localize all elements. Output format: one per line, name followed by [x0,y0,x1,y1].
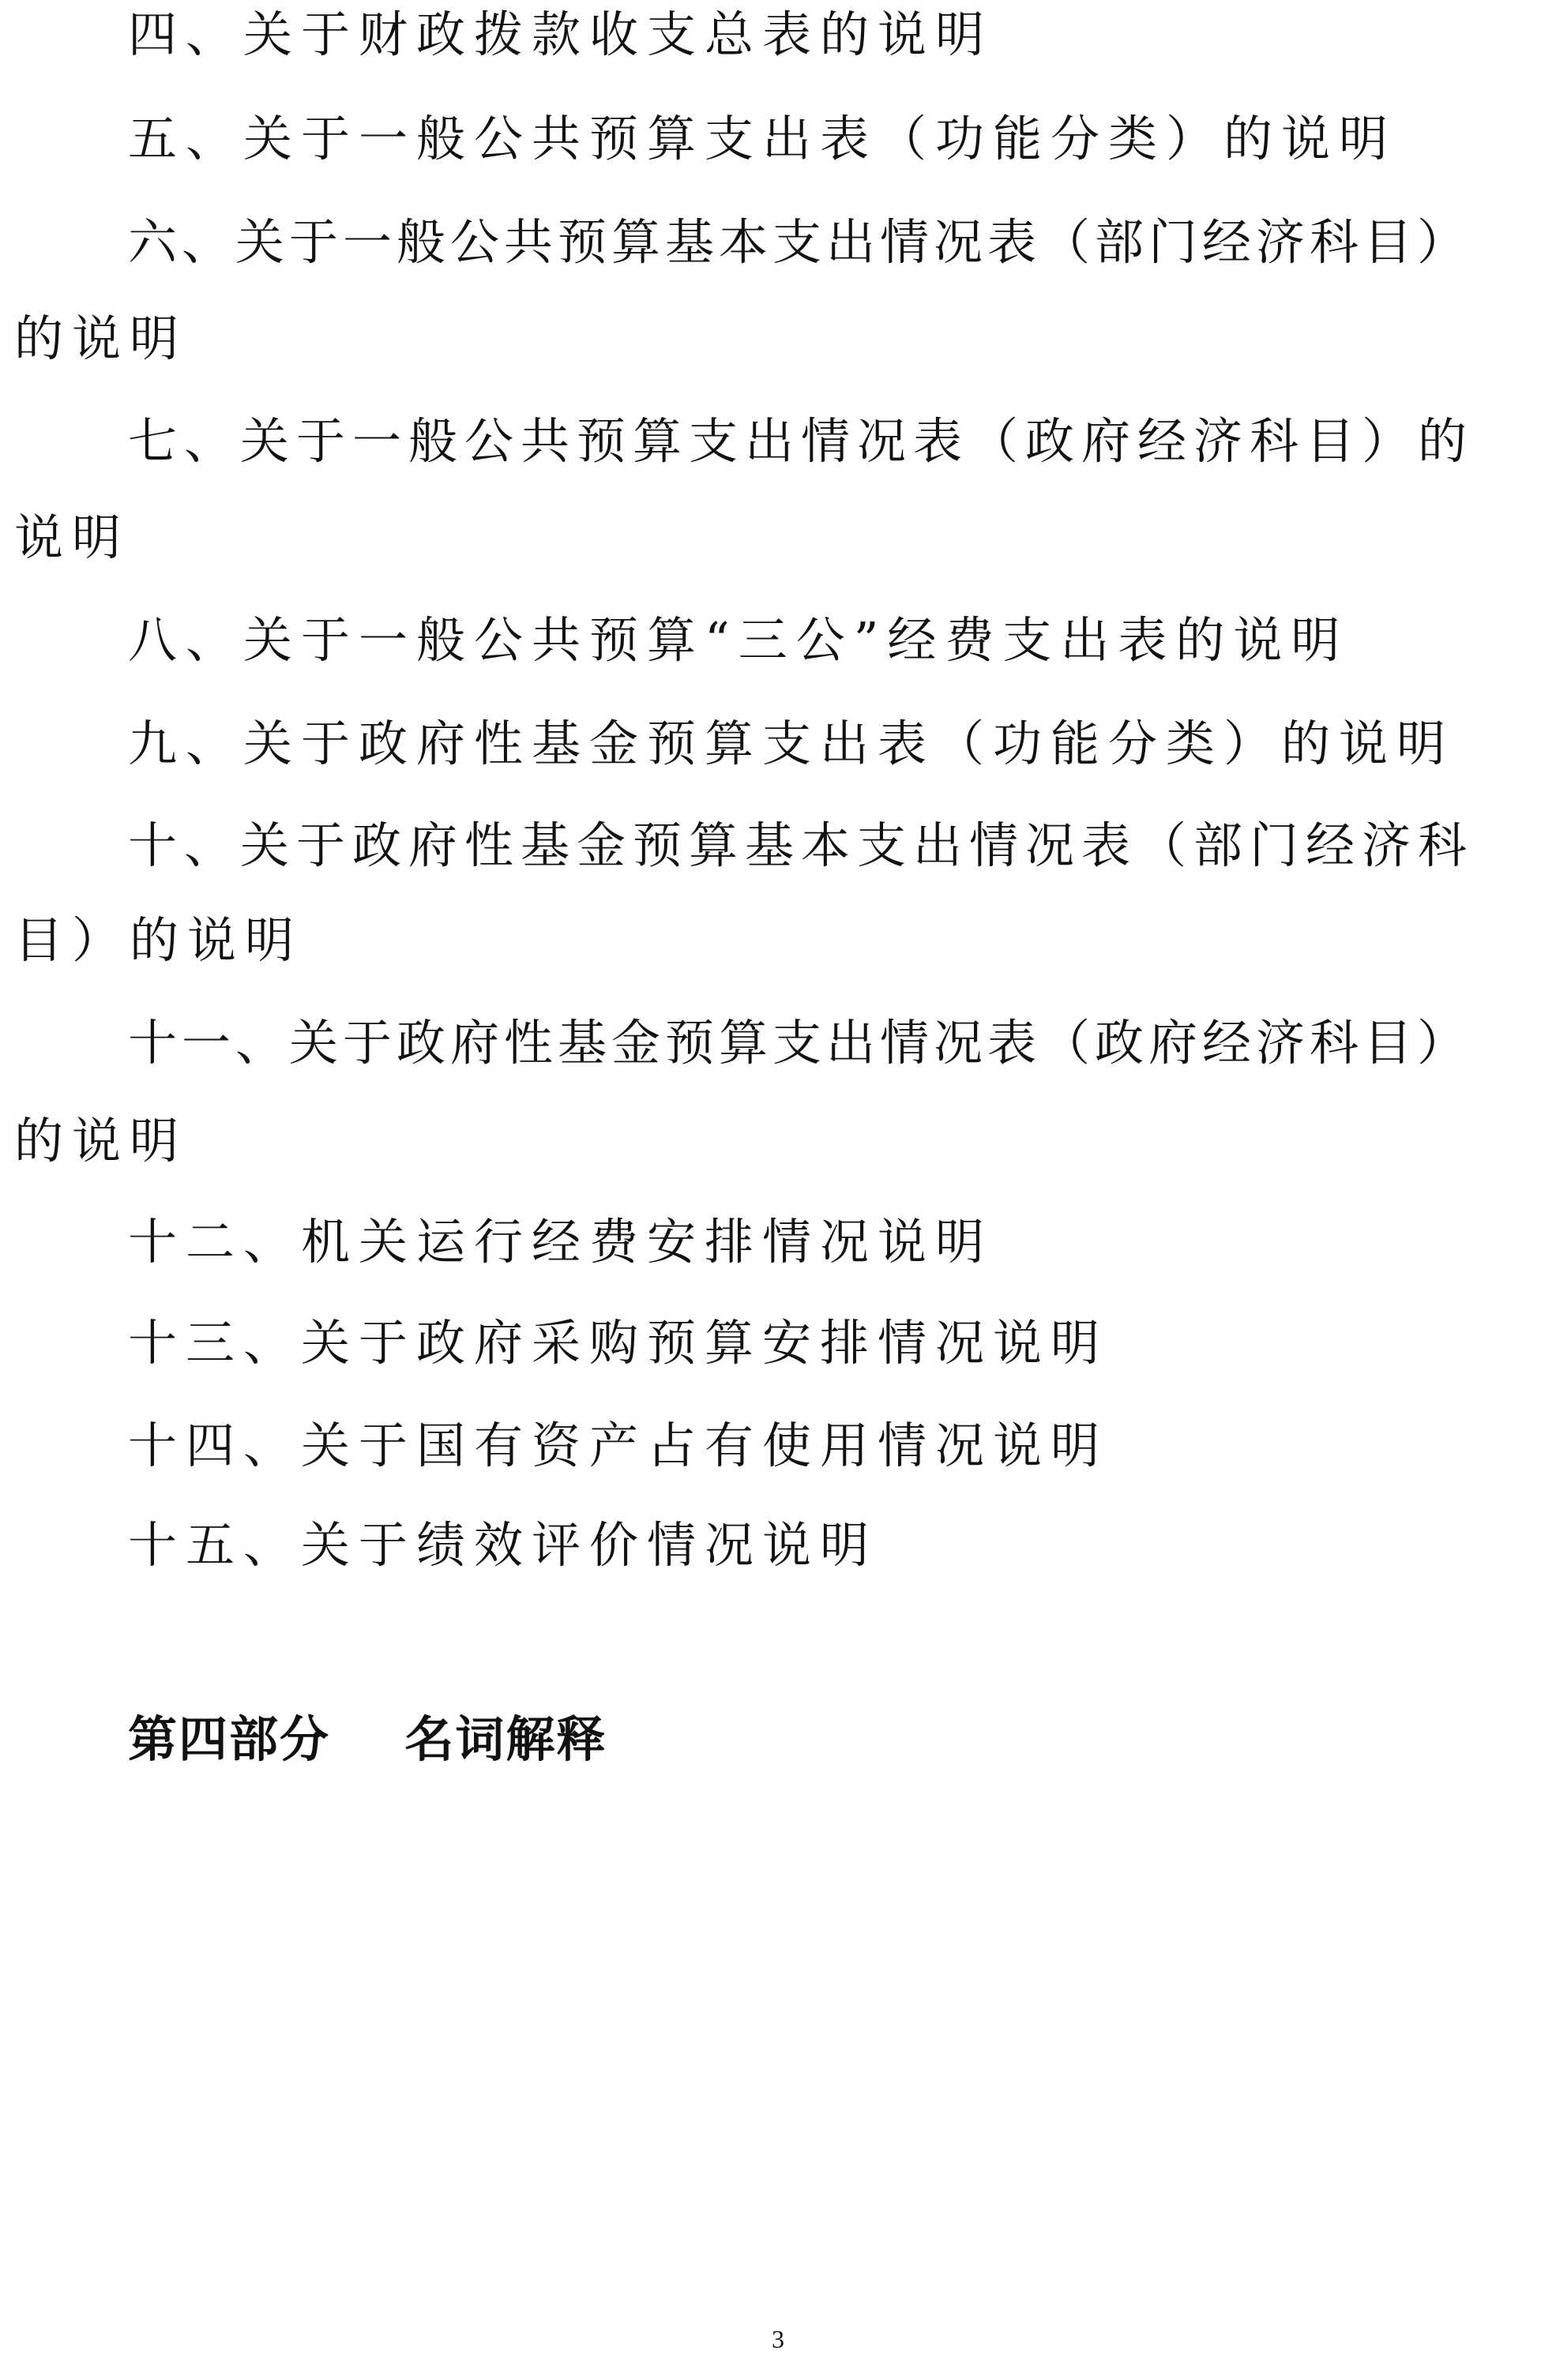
toc-item-9: 九、关于政府性基金预算支出表（功能分类）的说明 [128,715,1455,772]
section-heading: 第四部分 名词解释 [128,1710,607,1768]
toc-item-7: 七、关于一般公共预算支出情况表（政府经济科目）的 [128,412,1475,470]
toc-item-5: 五、关于一般公共预算支出表（功能分类）的说明 [128,110,1397,167]
toc-item-8: 八、关于一般公共预算“三公”经费支出表的说明 [128,611,1349,669]
toc-item-6: 六、关于一般公共预算基本支出情况表（部门经济科目） [128,213,1471,271]
toc-item-10-continued: 目）的说明 [14,911,303,969]
toc-item-15: 十五、关于绩效评价情况说明 [128,1516,878,1574]
page-number: 3 [772,2325,784,2353]
toc-item-13: 十三、关于政府采购预算安排情况说明 [128,1314,1109,1372]
toc-item-10: 十、关于政府性基金预算基本支出情况表（部门经济科 [128,816,1475,874]
toc-item-7-continued: 说明 [14,509,130,566]
toc-item-12: 十二、机关运行经费安排情况说明 [128,1213,994,1271]
toc-item-6-continued: 的说明 [14,310,188,367]
toc-item-14: 十四、关于国有资产占有使用情况说明 [128,1417,1109,1474]
toc-item-11-continued: 的说明 [14,1112,188,1169]
toc-item-11: 十一、关于政府性基金预算支出情况表（政府经济科目） [128,1014,1471,1072]
toc-item-4: 四、关于财政拨款收支总表的说明 [128,6,994,63]
